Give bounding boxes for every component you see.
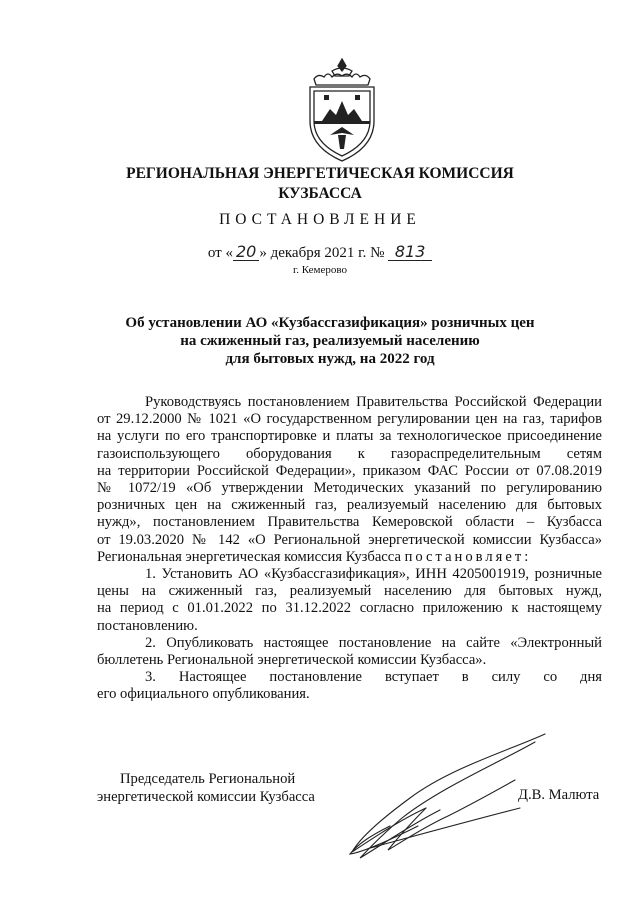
organization-name-line1: РЕГИОНАЛЬНАЯ ЭНЕРГЕТИЧЕСКАЯ КОМИССИЯ: [126, 165, 514, 182]
document-body: [97, 394, 602, 704]
document-type: ПОСТАНОВЛЕНИЕ: [219, 211, 421, 228]
subject-line3: для бытовых нужд, на 2022 год: [225, 351, 435, 367]
body-line: на территории Российской Федерации», приказом ФАС России от 07.08.2019: [97, 462, 602, 479]
signatory-position-line1: Председатель Региональной: [120, 771, 296, 787]
body-line: на услуги по его транспортировке и платы за технологическое присоединение: [97, 428, 602, 445]
body-line: Руководствуясь постановлением Правительства Российской Федерации: [145, 394, 602, 410]
body-line: от 19.03.2020 № 142 «О Региональной энергетической комиссии Кузбасса»: [97, 531, 602, 548]
item2-line: бюллетень Региональной энергетической комиссии Кузбасса».: [97, 652, 487, 669]
item2-line: 2. Опубликовать настоящее постановление на сайте «Электронный: [145, 634, 602, 651]
kuzbass-coat-of-arms-emblem: [300, 55, 384, 165]
item3-line: его официального опубликования.: [97, 686, 310, 703]
item1-line: 1. Установить АО «Кузбассгазификация», ИНН 4205001919, розничные: [145, 566, 602, 583]
organization-name-line2: КУЗБАССА: [278, 185, 362, 202]
body-line: газоиспользующего оборудования к газораспределительным сетям: [97, 445, 602, 462]
document-date-line: [0, 244, 640, 262]
organization-name: [0, 164, 640, 204]
date-suffix: » декабря 2021 г. №: [259, 245, 385, 261]
document-subject: [80, 314, 580, 368]
signatory-position-line2: энергетической комиссии Кузбасса: [97, 789, 315, 805]
body-line-decree: [97, 549, 602, 566]
subject-line2: на сжиженный газ, реализуемый населению: [180, 333, 480, 349]
item1-line: постановлению.: [97, 617, 198, 634]
handwritten-document-number: 813: [388, 244, 432, 261]
item3-line: 3. Настоящее постановление вступает в силу со дня: [145, 669, 602, 686]
date-prefix: от «: [207, 245, 233, 261]
signatory-name: Д.В. Малюта: [518, 787, 600, 803]
body-line: нужд», постановлением Правительства Кемеровской области – Кузбасса: [97, 514, 602, 531]
signatory-position: [97, 770, 357, 806]
handwritten-day: 20: [233, 244, 259, 261]
body-line: № 1072/19 «Об утверждении Методических указаний по регулированию: [97, 480, 602, 497]
body-line: от 29.12.2000 № 1021 «О государственном регулировании цен на газ, тарифов: [97, 411, 602, 428]
item1-line: цены на сжиженный газ, реализуемый населению для бытовых нужд,: [97, 583, 602, 600]
subject-line1: Об установлении АО «Кузбассгазификация» розничных цен: [125, 315, 535, 331]
item1-line: на период с 01.01.2022 по 31.12.2022 согласно приложению к настоящему: [97, 600, 602, 617]
decree-prefix: Региональная энергетическая комиссия Кузбасса: [97, 548, 401, 565]
city: г. Кемерово: [292, 264, 348, 276]
decree-word: постановляет:: [404, 548, 532, 565]
body-line: розничных цен на сжиженный газ, реализуемый населению для бытовых: [97, 497, 602, 514]
